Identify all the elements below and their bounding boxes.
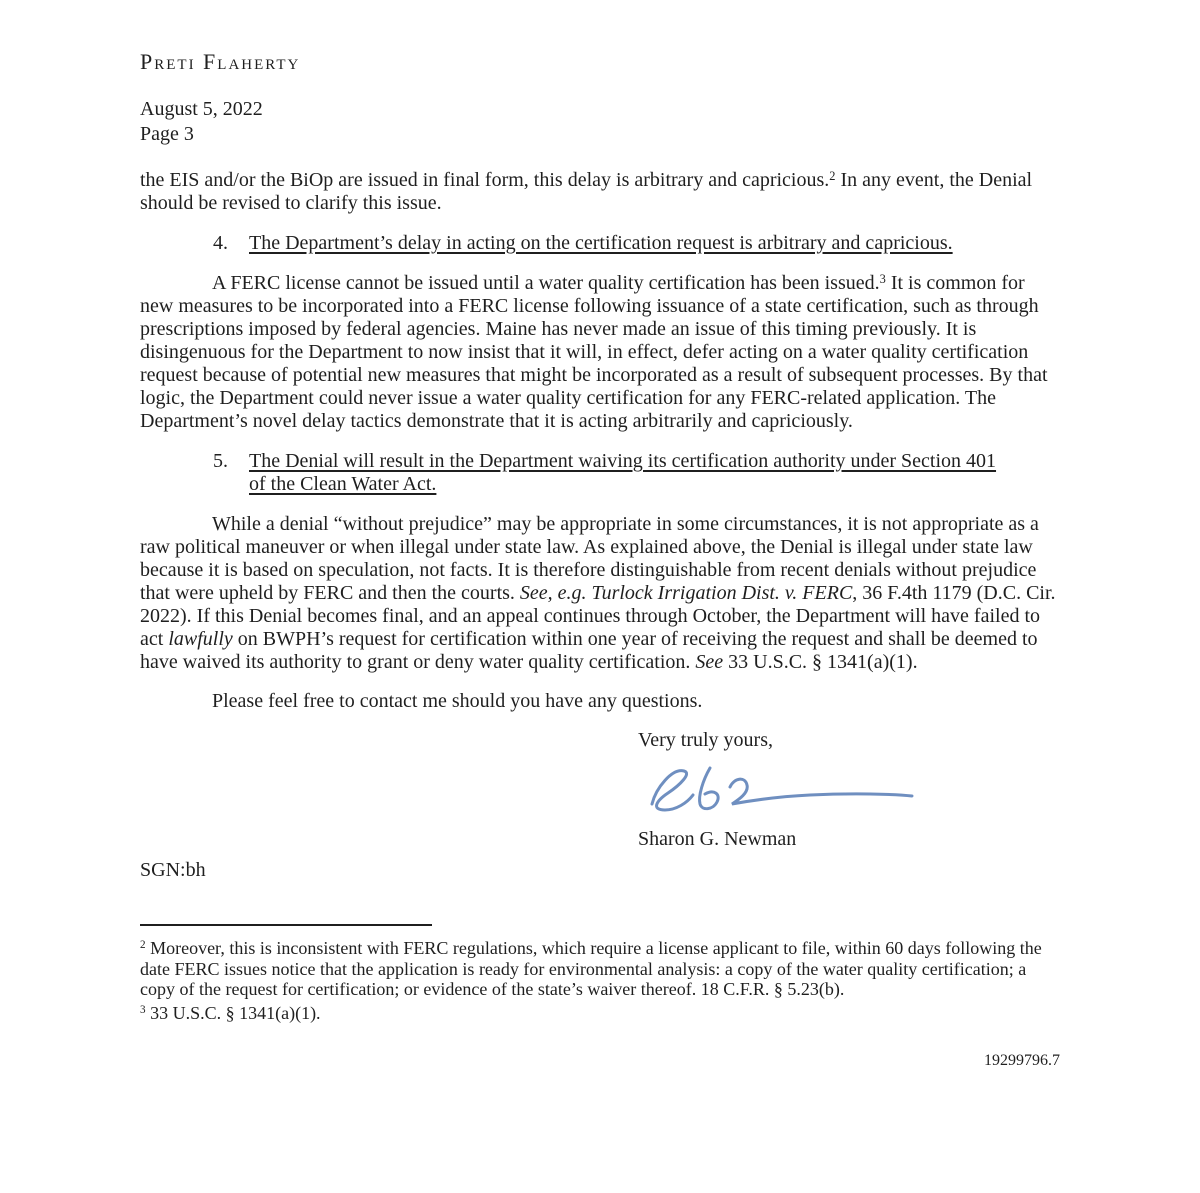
heading-item-4 [140,232,1060,255]
letterhead-logo: Preti Flaherty [140,49,301,74]
closing-block [638,729,1060,851]
footnote-3: $^3$ 33 U.S.C. § 1341(a)(1). [140,1002,321,1023]
paragraph-denial-waiver: While a denial “without prejudice” may be appropriate in some circumstances, it is not appropriate as a raw political maneuver or when illegal under state law. As explained above, the Denial is illegal under state law because it is based on speculation, not facts. It is therefore distinguishable from recent denials without prejudice that were upheld by FERC and then the courts. See, e.g. Turlock Irrigation Dist. v. FERC, 36 F.4th 1179 (D.C. Cir. 2022). If this Denial becomes final, and an appeal continues through October, the Department will have failed to act lawfully on BWPH’s request for certification within one year of receiving the request and shall be deemed to have waived its authority to grant or deny water quality certification. See 33 U.S.C. § 1341(a)(1). [140,513,1056,673]
footnote-2: $^2$ Moreover, this is inconsistent with FERC regulations, which require a license applicant to file, within 60 days following the date FERC issues notice that the application is ready for environmental analysis: a copy of the water quality certification; a copy of the request for certification; or evidence of the state’s waiver thereof. 18 C.F.R. § 5.23(b). [140,938,1042,999]
signer-name: Sharon G. Newman [638,828,797,850]
valediction: Very truly yours, [638,729,773,751]
footnote-separator [140,924,432,926]
signature-stroke-tail [730,779,912,804]
heading-4-text: The Department’s delay in acting on the certification request is arbitrary and capricious. [249,232,953,254]
heading-5-text: The Denial will result in the Department waiving its certification authority under Section 401 of the Clean Water Act. [249,450,997,495]
page-number-label: Page 3 [140,123,194,145]
letter-header [140,97,1060,147]
paragraph-intro: the EIS and/or the BiOp are issued in final form, this delay is arbitrary and capricious.$^2$ In any event, the Denial should be revised to clarify this issue. [140,168,1033,214]
heading-item-5 [140,450,1060,496]
signature-stroke-s [652,771,693,810]
signature-stroke-loop [700,768,719,809]
footnotes-section [140,924,1060,1023]
document-number: 19299796.7 [984,1052,1060,1069]
paragraph-ferc-license: A FERC license cannot be issued until a water quality certification has been issued.$^3$ It is common for new measures to be incorporated into a FERC license following issuance of a state certification, such as through prescriptions imposed by federal agencies. Maine has never made an issue of this timing previously. It is disingenuous for the Department to now insist that it will, in effect, defer acting on a water quality certification request because of potential new measures that might be incorporated as a result of subsequent processes. By that logic, the Department could never issue a water quality certification for any FERC-related application. The Department’s novel delay tactics demonstrate that it is acting arbitrarily and capriciously. [140,271,1048,432]
paragraph-contact: Please feel free to contact me should you have any questions. [212,690,703,712]
heading-4-number: 4. [213,232,228,254]
reference-initials: SGN:bh [140,859,206,881]
heading-5-number: 5. [213,450,228,472]
letter-date: August 5, 2022 [140,98,263,120]
signature-image [646,760,946,826]
